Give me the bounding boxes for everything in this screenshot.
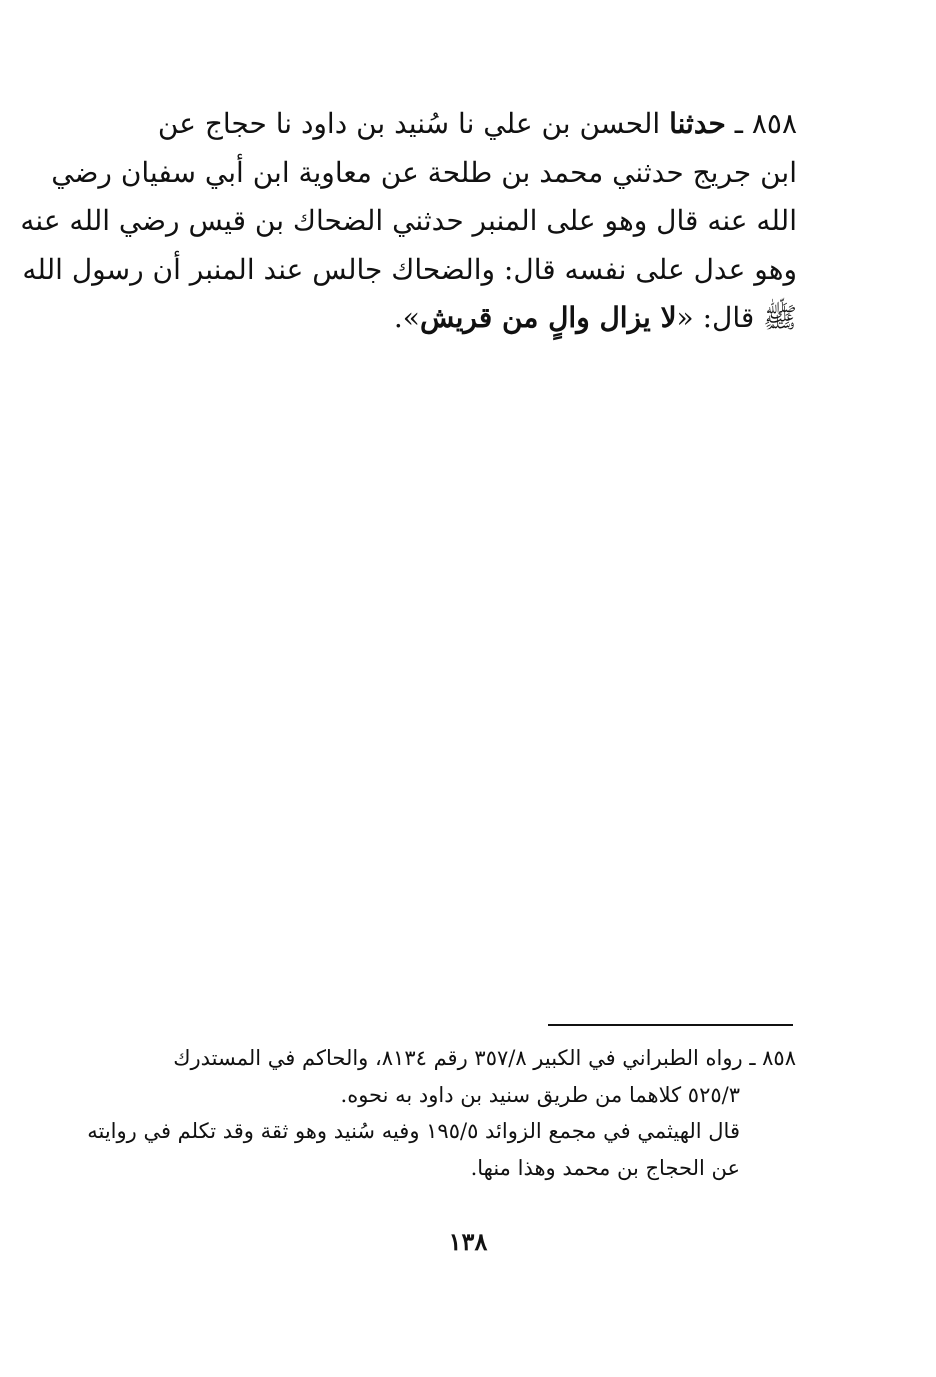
hadith-line-1-text: الحسن بن علي نا سُنيد بن داود نا حجاج عن xyxy=(157,107,670,140)
hadith-line-5-lead: ﷺ قال: « xyxy=(676,301,797,334)
hadith-line-3: الله عنه قال وهو على المنبر حدثني الضحاك بن قيس رضي الله عنه xyxy=(20,204,797,237)
footnote-separator xyxy=(548,1024,793,1026)
hadith-line-5-end: ». xyxy=(393,301,420,334)
footnotes xyxy=(87,1040,796,1186)
footnote-line-3: قال الهيثمي في مجمع الزوائد ١٩٥/٥ وفيه سُنيد وهو ثقة وقد تكلم في روايته xyxy=(87,1119,740,1143)
prophetic-saying: لا يزال والٍ من قريش xyxy=(419,301,677,334)
hadith-text xyxy=(20,100,797,343)
narration-verb: حدثنا xyxy=(669,107,726,140)
footnote-line-1: ٨٥٨ ـ رواه الطبراني في الكبير ٣٥٧/٨ رقم ٨١٣٤، والحاكم في المستدرك xyxy=(173,1046,796,1070)
hadith-line-4: وهو عدل على نفسه قال: والضحاك جالس عند المنبر أن رسول الله xyxy=(22,252,797,286)
page-number: ١٣٨ xyxy=(448,1227,488,1256)
footnote-line-4: عن الحجاج بن محمد وهذا منها. xyxy=(470,1155,740,1180)
hadith-line-1 xyxy=(125,100,797,149)
hadith-number: ٨٥٨ ـ xyxy=(725,107,797,140)
hadith-line-5 xyxy=(125,294,797,343)
hadith-line-2: ابن جريج حدثني محمد بن طلحة عن معاوية ابن أبي سفيان رضي xyxy=(51,155,797,189)
footnote-line-2: ٥٢٥/٣ كلاهما من طريق سنيد بن داود به نحوه. xyxy=(340,1082,740,1107)
